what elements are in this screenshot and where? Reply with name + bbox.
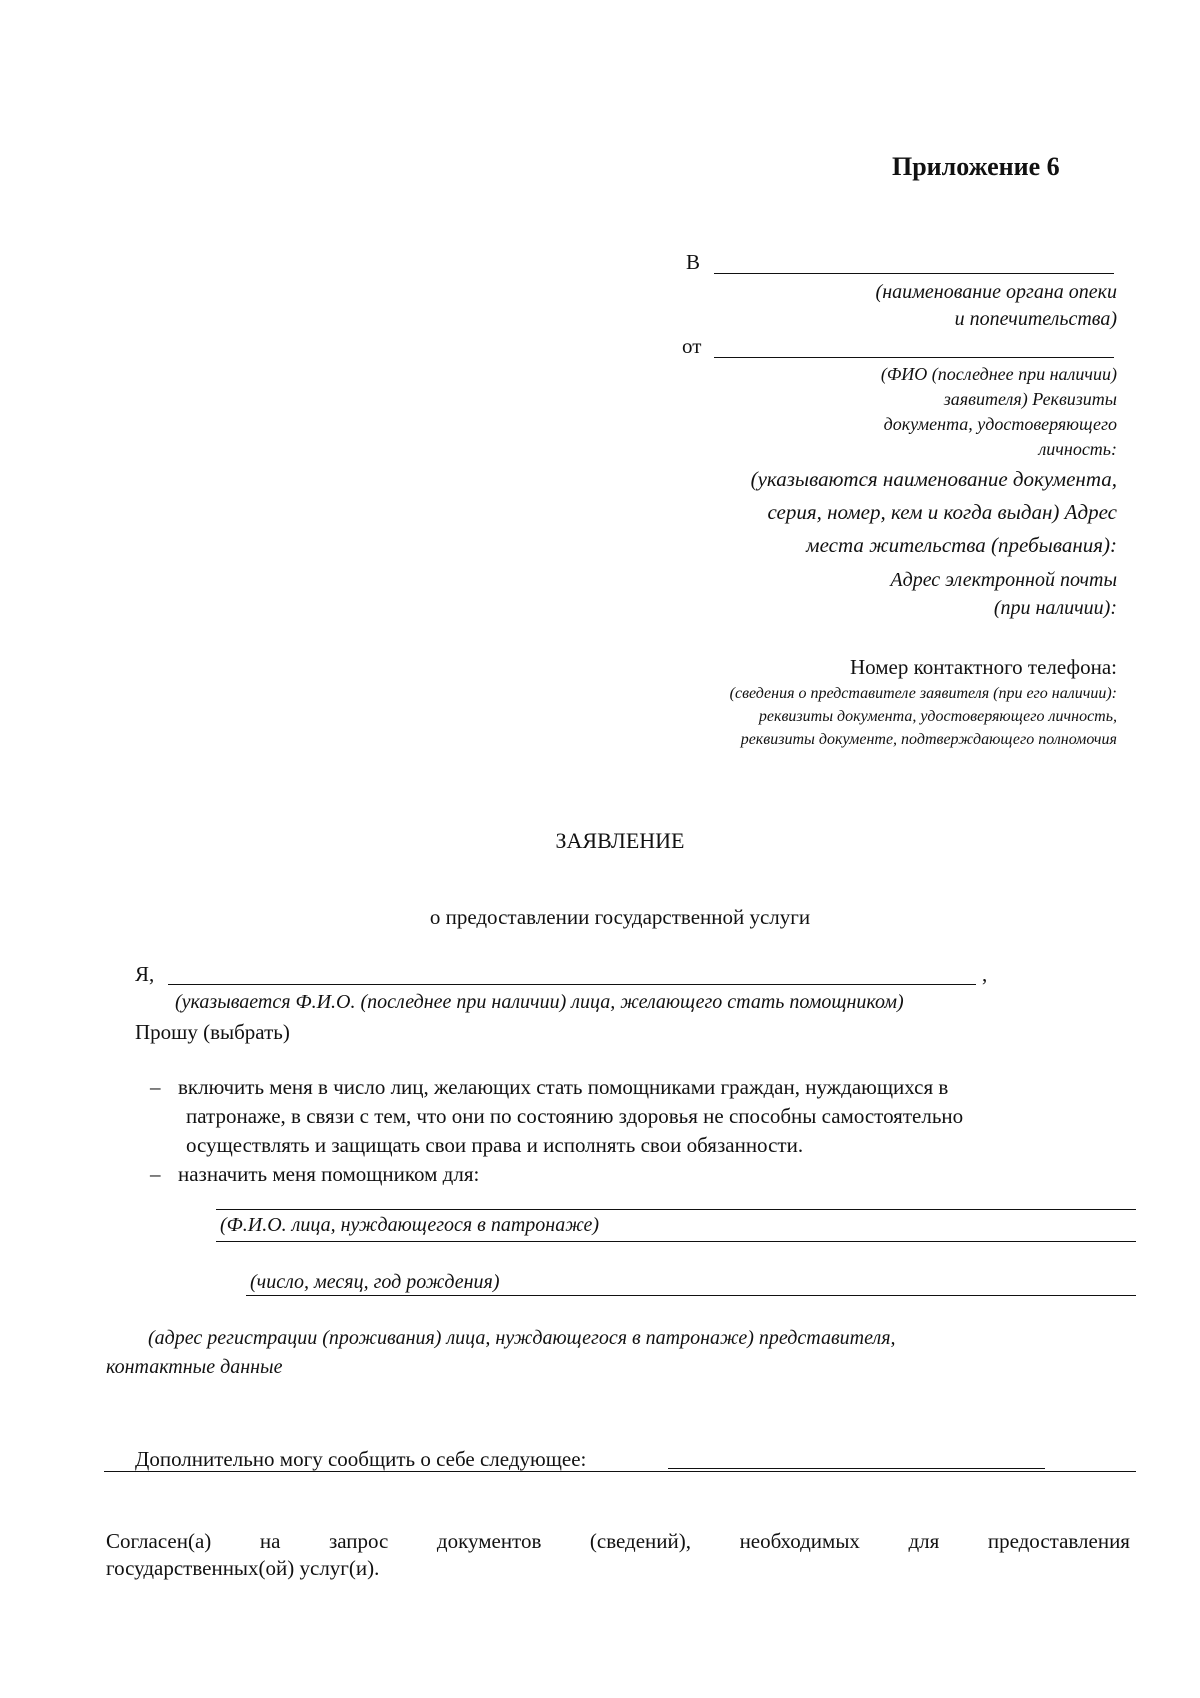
from-caption-line-4: личность: [1038,439,1117,459]
additional-info-underline [104,1471,1136,1472]
email-caption-line-1: Адрес электронной почты [890,569,1117,591]
consent-word: для [908,1529,940,1553]
document-caption-line-2: серия, номер, кем и когда выдан) Адрес [767,500,1117,524]
ward-name-underline [216,1241,1136,1242]
to-authority-field[interactable] [714,273,1114,274]
ward-birth-field[interactable] [246,1295,1136,1296]
applicant-name-field[interactable] [168,984,976,985]
email-caption-line-2: (при наличии): [993,597,1117,619]
from-prefix: от [682,334,702,358]
phone-label: Номер контактного телефона: [850,655,1117,679]
address-caption-line-2: контактные данные [106,1356,283,1378]
option-1-line-2: патронаже, в связи с тем, что они по состоянию здоровья не способны самостоятельно [186,1104,964,1128]
representative-caption-line-3: реквизиты документе, подтверждающего полномочия [740,731,1117,748]
consent-word: (сведений), [589,1529,692,1553]
additional-info-field[interactable] [668,1468,1045,1469]
consent-word: Согласен(а) [106,1529,212,1553]
document-title: ЗАЯВЛЕНИЕ [555,828,685,853]
applicant-caption: (указывается Ф.И.О. (последнее при наличии) лица, желающего стать помощником) [175,991,904,1013]
from-caption-line-2: заявителя) Реквизиты [943,389,1117,409]
consent-word: необходимых [739,1529,860,1553]
from-applicant-field[interactable] [714,357,1114,358]
consent-word: запрос [328,1529,389,1553]
option-1-dash: – [150,1075,161,1099]
consent-paragraph [106,1528,1130,1582]
representative-caption-line-2: реквизиты документа, удостоверяющего личность, [758,708,1117,725]
option-1-line-1[interactable]: включить меня в число лиц, желающих стать помощниками граждан, нуждающихся в [178,1075,949,1099]
option-2-text[interactable]: назначить меня помощником для: [178,1162,480,1186]
representative-caption-line-1: (сведения о представителе заявителя (при его наличии): [729,685,1117,702]
document-subtitle: о предоставлении государственной услуги [429,905,811,929]
consent-word: на [259,1529,281,1553]
to-caption-line-2: и попечительства) [954,308,1117,330]
ward-name-field[interactable] [216,1209,1136,1210]
additional-info-label: Дополнительно могу сообщить о себе следующее: [135,1447,587,1471]
appendix-heading: Приложение 6 [892,152,1060,181]
option-1-line-3: осуществлять и защищать свои права и исполнять свои обязанности. [186,1133,804,1157]
from-caption-line-3: документа, удостоверяющего [883,414,1117,434]
address-caption-line-1: (адрес регистрации (проживания) лица, нуждающегося в патронаже) представителя, [148,1327,896,1349]
to-caption-line-1: (наименование органа опеки [875,281,1117,303]
document-caption-line-1: (указываются наименование документа, [750,467,1117,491]
applicant-comma: , [982,962,988,986]
consent-word: документов [436,1529,542,1553]
ward-name-caption: (Ф.И.О. лица, нуждающегося в патронаже) [220,1214,600,1236]
consent-line-2: государственных(ой) услуг(и). [106,1556,380,1580]
to-prefix: В [686,250,701,274]
ward-birth-caption: (число, месяц, год рождения) [250,1271,500,1293]
request-label: Прошу (выбрать) [135,1020,290,1044]
consent-line-1 [106,1528,1130,1555]
document-caption-line-3: места жительства (пребывания): [806,533,1117,557]
option-2-dash: – [150,1162,161,1186]
from-caption-line-1: (ФИО (последнее при наличии) [880,364,1117,384]
consent-word: предоставления [987,1529,1130,1553]
applicant-prefix: Я, [135,962,155,986]
